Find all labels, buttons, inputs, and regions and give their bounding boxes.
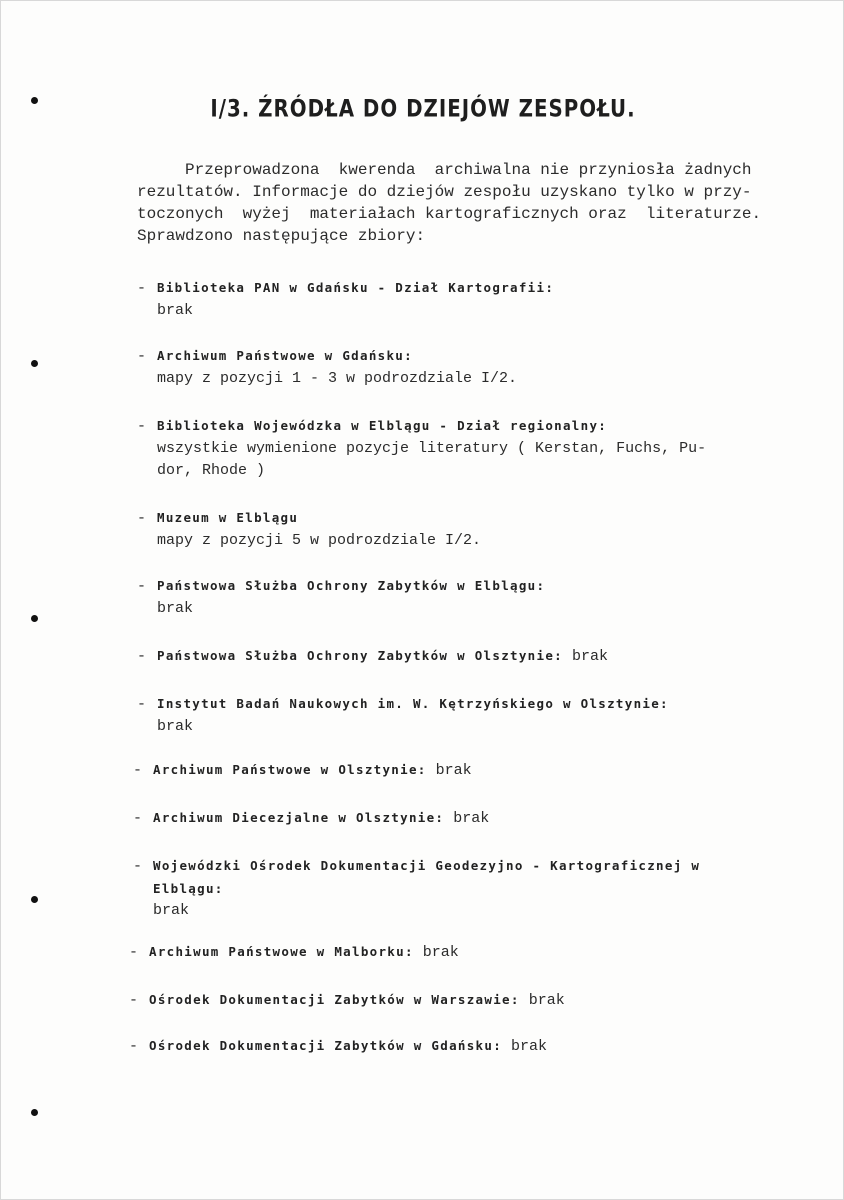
punch-hole	[31, 896, 38, 903]
bullet-dash: -	[133, 810, 143, 827]
source-label: Archiwum Państwowe w Olsztynie:	[153, 762, 427, 777]
list-item-heading	[129, 1035, 779, 1058]
bullet-dash: -	[137, 280, 147, 297]
list-item-heading	[133, 855, 783, 878]
source-result: brak	[572, 648, 609, 665]
intro-line: rezultatów. Informacje do dziejów zespołu uzyskano tylko w przy-	[137, 183, 752, 201]
source-label: Instytut Badań Naukowych im. W. Kętrzyńskiego w Olsztynie:	[157, 696, 669, 711]
source-detail: wszystkie wymienione pozycje literatury ( Kerstan, Fuchs, Pu-	[157, 440, 707, 457]
source-detail: brak	[157, 600, 194, 617]
source-result: brak	[453, 810, 490, 827]
list-item-heading	[137, 645, 787, 668]
punch-hole	[31, 615, 38, 622]
bullet-dash: -	[137, 578, 147, 595]
source-detail: brak	[157, 718, 194, 735]
source-result: brak	[528, 992, 565, 1009]
source-label: Biblioteka Wojewódzka w Elblągu - Dział regionalny:	[157, 418, 608, 433]
list-item	[133, 855, 783, 922]
list-item	[133, 807, 783, 830]
list-item-heading	[137, 693, 787, 716]
bullet-dash: -	[129, 944, 139, 961]
source-label: Ośrodek Dokumentacji Zabytków w Gdańsku:	[149, 1038, 503, 1053]
source-detail: brak	[153, 902, 190, 919]
bullet-dash: -	[137, 696, 147, 713]
intro-line: Przeprowadzona kwerenda archiwalna nie przyniosła żadnych	[137, 161, 752, 179]
source-label: Biblioteka PAN w Gdańsku - Dział Kartografii:	[157, 280, 555, 295]
bullet-dash: -	[133, 858, 143, 875]
list-item-heading	[129, 989, 779, 1012]
source-label: Wojewódzki Ośrodek Dokumentacji Geodezyjno - Kartograficznej w	[153, 858, 701, 873]
list-item-heading	[133, 759, 783, 782]
list-item	[137, 415, 787, 482]
source-label: Państwowa Służba Ochrony Zabytków w Olsztynie:	[157, 648, 563, 663]
punch-hole	[31, 360, 38, 367]
source-detail: dor, Rhode )	[157, 462, 266, 479]
source-result: brak	[511, 1038, 548, 1055]
list-item-heading	[137, 507, 787, 530]
intro-line: Sprawdzono następujące zbiory:	[137, 227, 426, 245]
bullet-dash: -	[137, 510, 147, 527]
bullet-dash: -	[133, 762, 143, 779]
list-item-heading	[137, 415, 787, 438]
list-item	[137, 693, 787, 738]
bullet-dash: -	[137, 348, 147, 365]
list-item-heading	[133, 807, 783, 830]
list-item	[137, 645, 787, 668]
bullet-dash: -	[129, 992, 139, 1009]
source-label: Archiwum Diecezjalne w Olsztynie:	[153, 810, 445, 825]
intro-paragraph	[137, 159, 797, 247]
list-item-heading	[137, 575, 787, 598]
list-item	[133, 759, 783, 782]
source-label: Archiwum Państwowe w Gdańsku:	[157, 348, 413, 363]
source-label: Archiwum Państwowe w Malborku:	[149, 944, 414, 959]
list-item	[137, 277, 787, 322]
list-item	[137, 345, 787, 390]
source-result: brak	[422, 944, 459, 961]
punch-hole	[31, 1109, 38, 1116]
source-detail: Elblągu:	[153, 881, 224, 896]
list-item	[129, 1035, 779, 1058]
list-item-heading	[129, 941, 779, 964]
source-detail: mapy z pozycji 5 w podrozdziale I/2.	[157, 532, 482, 549]
source-detail: brak	[157, 302, 194, 319]
list-item	[129, 989, 779, 1012]
list-item-heading	[137, 277, 787, 300]
list-item	[137, 575, 787, 620]
source-label: Ośrodek Dokumentacji Zabytków w Warszawie:	[149, 992, 520, 1007]
source-result: brak	[435, 762, 472, 779]
page-title: I/3. ŹRÓDŁA DO DZIEJÓW ZESPOŁU.	[210, 95, 636, 124]
source-detail: mapy z pozycji 1 - 3 w podrozdziale I/2.	[157, 370, 518, 387]
list-item-heading	[137, 345, 787, 368]
intro-line: toczonych wyżej materiałach kartograficznych oraz literaturze.	[137, 205, 762, 223]
list-item	[129, 941, 779, 964]
bullet-dash: -	[137, 418, 147, 435]
list-item	[137, 507, 787, 552]
source-label: Muzeum w Elblągu	[157, 510, 299, 525]
source-label: Państwowa Służba Ochrony Zabytków w Elblągu:	[157, 578, 546, 593]
bullet-dash: -	[137, 648, 147, 665]
bullet-dash: -	[129, 1038, 139, 1055]
